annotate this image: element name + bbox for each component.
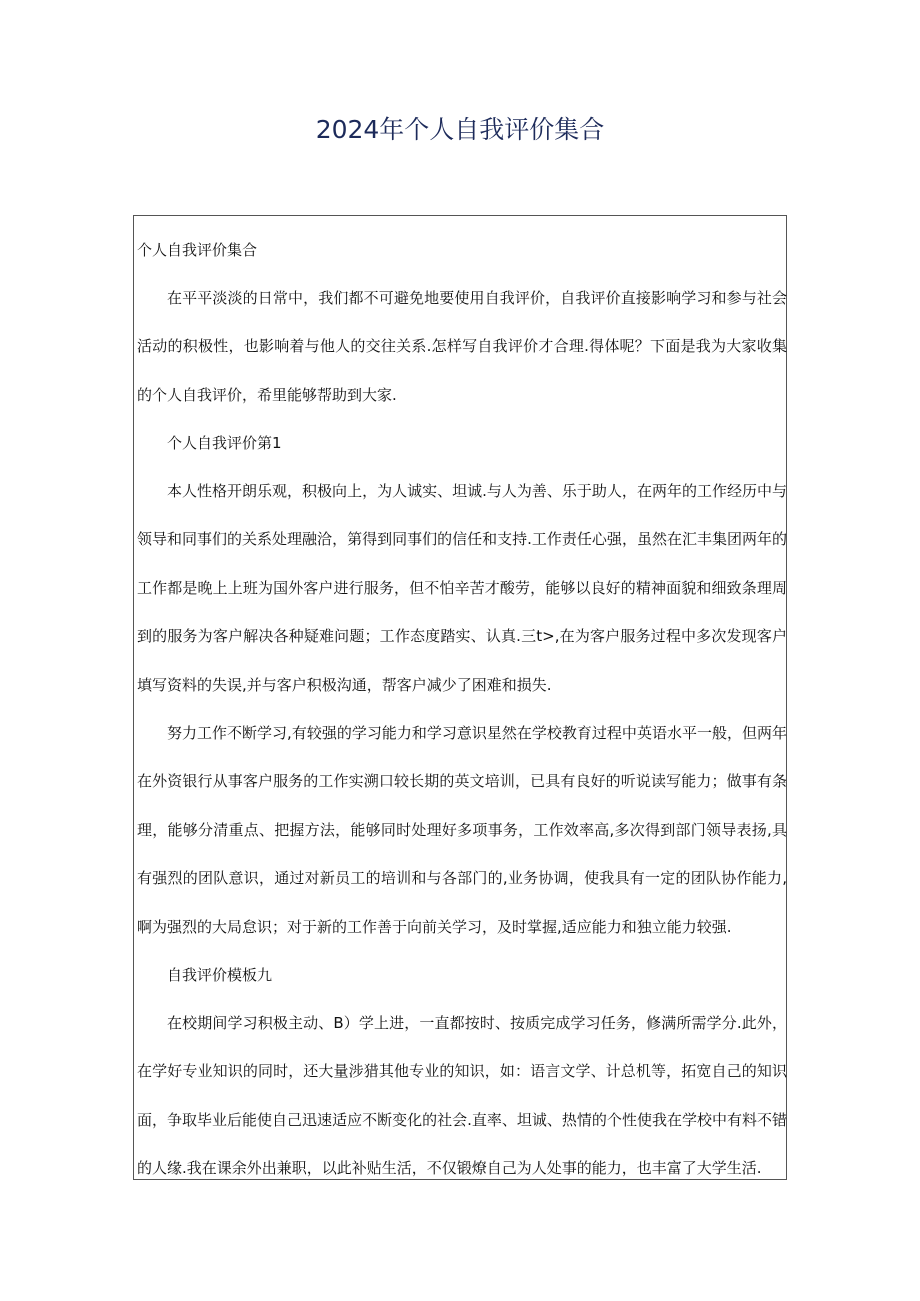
document-subtitle: 个人自我评价集合	[137, 241, 258, 259]
intro-paragraph: 在平平淡淡的日常中，我们都不可避免地要使用自我评价，自我评价直接影响学习和参与社会活动的积极性，也影响着与他人的交往关系.怎样写自我评价才合理.得体呢？下面是我为大家收集的个人自我评价，希里能够帮助到大家.	[137, 289, 787, 404]
section-heading-1: 个人自我评价第1	[167, 434, 282, 452]
document-title: 2024年个人自我评价集合	[315, 115, 605, 144]
section-1-paragraph-2: 努力工作不断学习,有较强的学习能力和学习意识星然在学校教育过程中英语水平一般，但两年在外资银行从事客户服务的工作实溯口较长期的英文培训，已具有良好的听说读写能力；做事有条理，能够分清重点、把握方法，能够同时处理好多项事务，工作效率高,多次得到部门领导表扬,具有强烈的团队意识，通过对新员工的培训和与各部门的,业务协调，使我具有一定的团队协作能力,啊为强烈的大局怠识；对于新的工作善于向前关学习，及时掌握,适应能力和独立能力较强.	[137, 724, 787, 936]
section-heading-2: 自我评价模板九	[167, 966, 273, 984]
content-frame	[133, 215, 787, 1180]
section-2-paragraph-1: 在校期间学习积极主动、B）学上进，一直都按时、按质完成学习任务，修满所需学分.此外，在学好专业知识的同时，还大量涉猎其他专业的知识，如：语言文学、计总机等，拓宽自己的知识面，争取毕业后能使自己迅速适应不断变化的社会.直率、坦诚、热情的个性使我在学校中有料不错的人缘.我在课余外出兼职，以此补贴生活，不仅锻燎自己为人处事的能力，也丰富了大学生活.	[137, 1014, 787, 1178]
section-1-paragraph-1: 本人性格开朗乐观，积极向上，为人诚实、坦诚.与人为善、乐于助人，在两年的工作经历中与领导和同事们的关系处理融洽，第得到同事们的信任和支持.工作责任心强，虽然在汇丰集团两年的工作都是晚上上班为国外客户进行服务，但不怕辛苦才酸劳，能够以良好的精神面貌和细致条理周到的服务为客户解决各种疑难问题；工作态度踏实、认真.三t>,在为客户服务过程中多次发现客户填写资料的失误,并与客户积极沟通，帮客户减少了困难和损失.	[137, 482, 787, 694]
